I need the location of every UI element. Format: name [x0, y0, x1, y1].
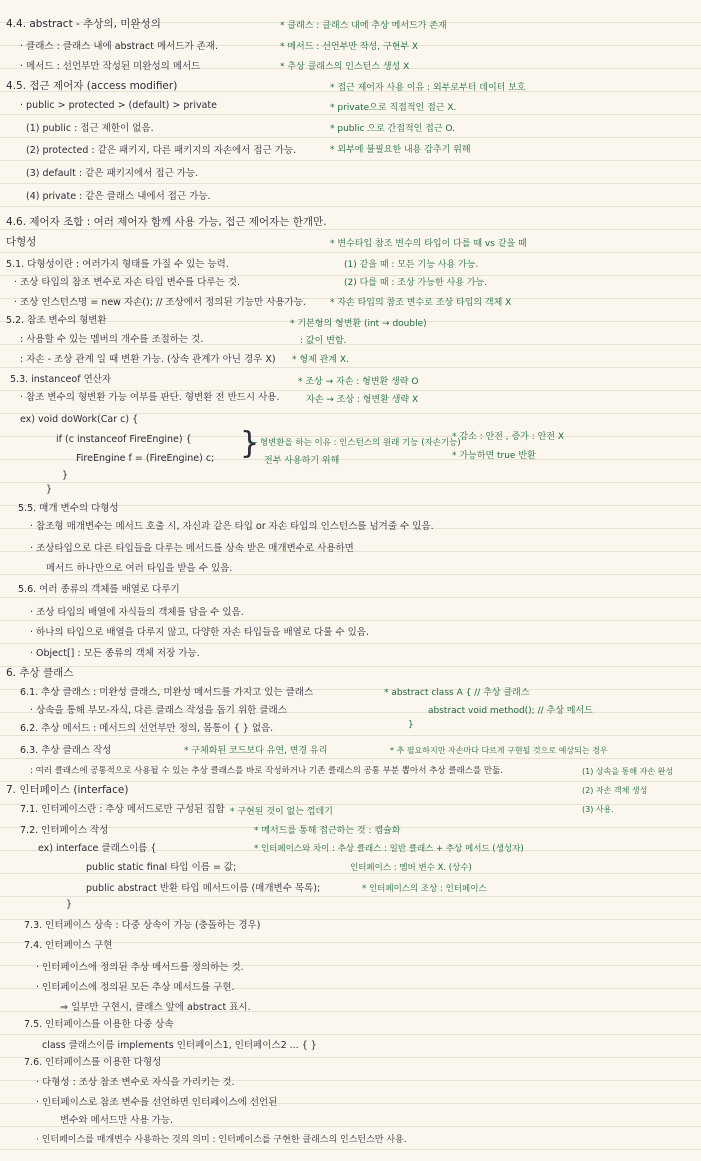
side-note: abstract void method(); // 추상 메서드 [428, 706, 593, 716]
heading-polymorphism: 다형성 [6, 236, 37, 248]
right-brace: } [240, 426, 260, 461]
code-line: ex) void doWork(Car c) { [20, 414, 139, 425]
note-line: ⇒ 일부만 구현시, 클래스 앞에 abstract 표시. [60, 1002, 251, 1013]
side-note: 자손 → 조상 : 형변환 생략 X [306, 395, 419, 405]
side-note: * 감소 : 안전 , 증가 : 안전 X [452, 432, 565, 442]
heading-5-5: 5.5. 매개 변수의 다형성 [18, 503, 119, 514]
side-note: * 형제 관계 X. [292, 355, 349, 365]
note-line: (4) private : 같은 클래스 내에서 접근 가능. [26, 191, 211, 202]
side-note: * abstract class A { // 추상 클래스 [384, 688, 530, 698]
heading-6-3: 6.3. 추상 클래스 작성 [20, 745, 112, 756]
code-line: class 클래스이름 implements 인터페이스1, 인터페이스2 ... { } [42, 1040, 317, 1051]
heading-7-2: 7.2. 인터페이스 작성 [20, 825, 109, 836]
note-line: · 인터페이스에 정의된 모든 추상 메서드를 구현. [36, 982, 235, 993]
side-note: * 기본형의 형변환 (int → double) [290, 319, 427, 329]
note-line: · Object[] : 모든 종류의 객체 저장 가능. [30, 648, 200, 659]
heading-7-6: 7.6. 인터페이스를 이용한 다형성 [24, 1057, 162, 1068]
note-line: (2) protected : 같은 패키지, 다른 패키지의 자손에서 접근 가능. [26, 145, 297, 156]
side-note: * public 으로 간접적인 접근 O. [330, 124, 456, 134]
side-note: : 값이 변함. [300, 336, 347, 346]
note-line: · 메서드 : 선언부만 작성된 미완성의 메서드 [20, 61, 201, 72]
heading-7: 7. 인터페이스 (interface) [6, 784, 129, 796]
heading-7-5: 7.5. 인터페이스를 이용한 다중 상속 [24, 1019, 174, 1030]
heading-5-3: 5.3. instanceof 연산자 [10, 374, 112, 385]
side-note: * 클래스 : 클래스 내에 추상 메서드가 존재 [280, 21, 447, 31]
side-note: (3) 사용. [582, 805, 614, 814]
heading-7-1: 7.1. 인터페이스란 : 추상 메서드로만 구성된 집합 [20, 804, 225, 815]
side-note: (2) 다를 때 : 조상 가능한 사용 가능. [344, 278, 487, 288]
heading-4-4: 4.4. abstract - 추상의, 미완성의 [6, 18, 161, 30]
heading-5-6: 5.6. 여러 종류의 객체를 배열로 다루기 [18, 584, 180, 595]
side-note: * 접근 제어자 사용 이유 : 외부로부터 데이터 보호 [330, 83, 526, 93]
side-note: * 조상 → 자손 : 형변환 생략 O [298, 377, 419, 387]
side-note: * 구현된 것이 없는 껍데기 [230, 807, 333, 817]
note-line: 메서드 하나만으로 여러 타입을 받을 수 있음. [46, 563, 233, 574]
heading-6-2: 6.2. 추상 메서드 : 메서드의 선언부만 정의, 몸통이 { } 없음. [20, 723, 274, 734]
side-note: * private으로 직접적인 접근 X. [330, 103, 457, 113]
heading-6-1: 6.1. 추상 클래스 : 미완성 클래스, 미완성 메서드를 가지고 있는 클래스 [20, 687, 314, 698]
note-line: · 상속을 통해 부모-자식, 다른 클래스 작성을 돕기 위한 클래스 [30, 705, 287, 716]
note-line: · 클래스 : 클래스 내에 abstract 메서드가 존재. [20, 41, 219, 52]
heading-4-5: 4.5. 접근 제어자 (access modifier) [6, 80, 178, 92]
side-note: * 자손 타입의 참조 변수로 조상 타입의 객체 X [330, 298, 512, 308]
side-note: } [408, 720, 414, 730]
note-line: · 참조형 매개변수는 메서드 호출 시, 자신과 같은 타입 or 자손 타입의 인스턴스를 넘겨줄 수 있음. [30, 521, 434, 532]
note-line: · 인터페이스를 매개변수 사용하는 것의 의미 : 인터페이스를 구현한 클래스의 인스턴스만 사용. [36, 1135, 407, 1145]
note-line: · 하나의 타입으로 배열을 다루지 않고, 다양한 자손 타입들을 배열로 다룰 수 있음. [30, 627, 369, 638]
side-note: * 변수타입 참조 변수의 타입이 다를 때 vs 같을 때 [330, 239, 527, 249]
note-line: · 다형성 : 조상 참조 변수로 자식을 가리키는 것. [36, 1077, 235, 1088]
side-note: (2) 자손 객체 생성 [582, 786, 648, 795]
heading-7-4: 7.4. 인터페이스 구현 [24, 940, 113, 951]
side-note: * 메서드를 통해 접근하는 것 : 캡슐화 [254, 826, 401, 836]
note-line: 변수와 메서드만 사용 가능. [60, 1115, 174, 1126]
heading-7-3: 7.3. 인터페이스 상속 : 다중 상속이 가능 (충돌하는 경우) [24, 920, 261, 931]
side-note: ← 형변환을 하는 이유 : 인스턴스의 원래 기능 (자손기능) [250, 438, 461, 448]
note-line: · public > protected > (default) > private [20, 100, 217, 111]
code-line: } [46, 484, 53, 495]
code-line: public static final 타입 이름 = 값; [86, 862, 237, 873]
note-line: · 조상타입으로 다른 타입들을 다루는 메서드를 상속 받은 매개변수로 사용하면 [30, 543, 354, 554]
heading-6: 6. 추상 클래스 [6, 667, 74, 679]
heading-4-6: 4.6. 제어자 조합 : 여러 제어자 함께 사용 가능, 접근 제어자는 한개만. [6, 216, 327, 228]
side-note: * 구체화된 코드보다 유연, 변경 유리 [184, 746, 328, 756]
code-line: if (c instanceof FireEngine) { [56, 434, 192, 445]
side-note: (1) 상속을 통해 자손 완성 [582, 767, 674, 776]
side-note: * 메서드 : 선언부만 작성, 구현부 X [280, 42, 419, 52]
side-note: (1) 같을 때 : 모든 기능 사용 가능. [344, 260, 479, 270]
code-line: } [66, 899, 73, 910]
note-line: : 자손 - 조상 관계 일 때 변환 가능. (상속 관계가 아닌 경우 X) [20, 354, 276, 365]
heading-5-1: 5.1. 다형성이란 : 여러가지 형태를 가질 수 있는 능력. [6, 259, 229, 270]
code-line: ex) interface 클래스이름 { [38, 843, 157, 854]
code-line: FireEngine f = (FireEngine) c; [76, 453, 215, 464]
side-note: * 인터페이스와 차이 : 추상 클래스 : 일반 클래스 + 추상 메서드 (생성자) [254, 844, 524, 854]
side-note: 인터페이스 : 멤버 변수 X. (상수) [350, 863, 472, 873]
note-line: · 조상 인스턴스명 = new 자손(); // 조상에서 정의된 기능만 사용가능. [14, 297, 306, 308]
note-line: : 여러 클래스에 공통적으로 사용될 수 있는 추상 클래스를 바로 작성하거나 기존 클래스의 공통 부분 뽑아서 추상 클래스를 만듦. [30, 766, 503, 776]
note-line: · 조상 타입의 배열에 자식들의 객체를 담을 수 있음. [30, 607, 244, 618]
note-line: : 사용할 수 있는 멤버의 개수를 조절하는 것. [20, 334, 204, 345]
note-line: · 조상 타입의 참조 변수로 자손 타입 변수를 다루는 것. [14, 277, 240, 288]
side-note: 전부 사용하기 위해 [264, 456, 340, 466]
side-note: * 외부에 불필요한 내용 감추기 위해 [330, 145, 471, 155]
side-note: * 가능하면 true 반환 [452, 451, 536, 461]
note-line: (3) default : 같은 패키지에서 접근 가능. [26, 168, 199, 179]
heading-5-2: 5.2. 참조 변수의 형변환 [6, 315, 107, 326]
side-note: * 추 필요하지만 자손마다 다르게 구현될 것으로 예상되는 경우 [390, 746, 608, 755]
note-line: (1) public : 접근 제한이 없음. [26, 123, 154, 134]
note-line: · 참조 변수의 형변환 가능 여부를 판단. 형변환 전 반드시 사용. [20, 392, 280, 403]
side-note: * 인터페이스의 조상 : 인터페이스 [362, 884, 487, 894]
note-line: · 인터페이스에 정의된 추상 메서드를 정의하는 것. [36, 962, 244, 973]
code-line: } [62, 470, 69, 481]
code-line: public abstract 반환 타입 메서드이름 (매개변수 목록); [86, 883, 321, 894]
note-line: · 인터페이스로 참조 변수를 선언하면 인터페이스에 선언된 [36, 1097, 278, 1108]
side-note: * 추상 클래스의 인스턴스 생성 X [280, 62, 410, 72]
